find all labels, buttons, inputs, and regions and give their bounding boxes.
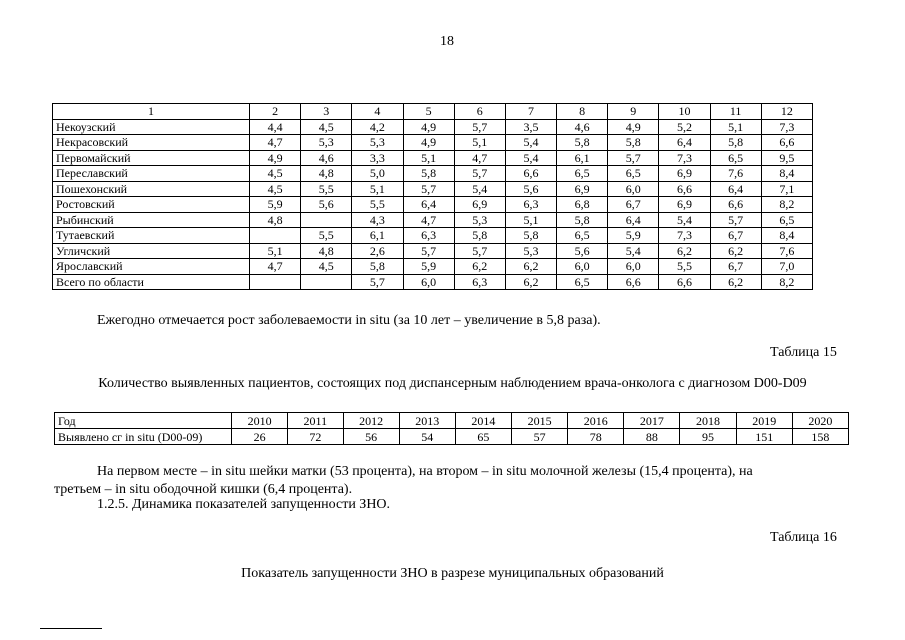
- value-cell: 4,7: [454, 150, 505, 166]
- value-cell: 5,7: [454, 119, 505, 135]
- table-16-label: Таблица 16: [770, 530, 837, 545]
- value-cell: 4,9: [608, 119, 659, 135]
- value-cell: 6,5: [557, 274, 608, 290]
- value-cell: 6,3: [403, 228, 454, 244]
- value-cell: 4,7: [403, 212, 454, 228]
- table-row: [53, 243, 813, 259]
- value-cell: 5,2: [659, 119, 710, 135]
- value-cell: 9,5: [761, 150, 812, 166]
- value-cell: 3,5: [505, 119, 556, 135]
- value-cell: 4,9: [403, 119, 454, 135]
- value-cell: 6,4: [608, 212, 659, 228]
- row-label-cell: Некоузский: [53, 119, 250, 135]
- value-cell: 6,6: [659, 181, 710, 197]
- value-cell: 6,4: [710, 181, 761, 197]
- table-row: [55, 429, 849, 445]
- value-cell: 78: [568, 429, 624, 445]
- table-row: [53, 228, 813, 244]
- value-cell: 7,1: [761, 181, 812, 197]
- table-15-label: Таблица 15: [770, 345, 837, 360]
- value-cell: 5,1: [352, 181, 403, 197]
- value-cell: 5,4: [505, 135, 556, 151]
- row-label-cell: Всего по области: [53, 274, 250, 290]
- value-cell: 4,9: [250, 150, 301, 166]
- value-cell: 72: [288, 429, 343, 445]
- value-cell: 6,7: [710, 228, 761, 244]
- value-cell: 6,1: [557, 150, 608, 166]
- value-cell: 151: [736, 429, 792, 445]
- value-cell: 2017: [624, 413, 680, 429]
- value-cell: 4,5: [301, 259, 352, 275]
- value-cell: 7,0: [761, 259, 812, 275]
- value-cell: 7,6: [761, 243, 812, 259]
- value-cell: 6,6: [505, 166, 556, 182]
- value-cell: 4,7: [250, 259, 301, 275]
- value-cell: 5,6: [505, 181, 556, 197]
- value-cell: 6,3: [454, 274, 505, 290]
- value-cell: 8: [557, 104, 608, 120]
- table-16-title: Показатель запущенности ЗНО в разрезе муниципальных образований: [241, 566, 664, 581]
- row-label-cell: Пошехонский: [53, 181, 250, 197]
- value-cell: 2010: [232, 413, 288, 429]
- value-cell: 6,2: [505, 274, 556, 290]
- value-cell: 5,7: [454, 166, 505, 182]
- value-cell: 5,6: [557, 243, 608, 259]
- value-cell: [250, 228, 301, 244]
- table-header-row: [55, 413, 849, 429]
- value-cell: 6,9: [454, 197, 505, 213]
- value-cell: 4,8: [250, 212, 301, 228]
- value-cell: 5,3: [301, 135, 352, 151]
- value-cell: 5,4: [454, 181, 505, 197]
- value-cell: 12: [761, 104, 812, 120]
- value-cell: 5,8: [352, 259, 403, 275]
- row-label-cell: Ростовский: [53, 197, 250, 213]
- value-cell: 6,7: [710, 259, 761, 275]
- value-cell: 6,0: [608, 259, 659, 275]
- value-cell: 2: [250, 104, 301, 120]
- value-cell: 5: [403, 104, 454, 120]
- value-cell: 6,1: [352, 228, 403, 244]
- value-cell: 6,2: [710, 274, 761, 290]
- value-cell: 5,1: [710, 119, 761, 135]
- value-cell: 4,4: [250, 119, 301, 135]
- value-cell: 6,4: [403, 197, 454, 213]
- table-row: [53, 181, 813, 197]
- value-cell: [250, 274, 301, 290]
- section-heading-1-2-5: 1.2.5. Динамика показателей запущенности ЗНО.: [97, 497, 391, 512]
- value-cell: 6,5: [557, 166, 608, 182]
- value-cell: 2011: [288, 413, 343, 429]
- value-cell: 5,8: [710, 135, 761, 151]
- value-cell: 5,8: [505, 228, 556, 244]
- table-row: [53, 150, 813, 166]
- value-cell: 6,2: [505, 259, 556, 275]
- row-label-cell: Выявлено сг in situ (D00-09): [55, 429, 232, 445]
- value-cell: 2,6: [352, 243, 403, 259]
- value-cell: 7,6: [710, 166, 761, 182]
- table-row: [53, 274, 813, 290]
- row-label-cell: Угличский: [53, 243, 250, 259]
- value-cell: 11: [710, 104, 761, 120]
- value-cell: 88: [624, 429, 680, 445]
- value-cell: 6,6: [608, 274, 659, 290]
- value-cell: 5,9: [250, 197, 301, 213]
- value-cell: 4,8: [301, 166, 352, 182]
- table-15-title: Количество выявленных пациентов, состоящих под диспансерным наблюдением врача-онколога с диагнозом D00-D09: [98, 376, 807, 391]
- value-cell: 5,1: [505, 212, 556, 228]
- value-cell: 6,6: [659, 274, 710, 290]
- paragraph-ranking-line1: На первом месте – in situ шейки матки (53 процента), на втором – in situ молочной железы (15,4 процента), на: [97, 464, 753, 479]
- value-cell: 2013: [399, 413, 455, 429]
- value-cell: 6: [454, 104, 505, 120]
- value-cell: 6,0: [608, 181, 659, 197]
- row-label-cell: Переславский: [53, 166, 250, 182]
- value-cell: 4,2: [352, 119, 403, 135]
- value-cell: 5,7: [454, 243, 505, 259]
- value-cell: 2015: [511, 413, 567, 429]
- page-number: 18: [440, 34, 454, 49]
- value-cell: 5,1: [403, 150, 454, 166]
- value-cell: 95: [680, 429, 736, 445]
- value-cell: 2020: [792, 413, 848, 429]
- value-cell: 6,2: [659, 243, 710, 259]
- value-cell: 6,9: [659, 197, 710, 213]
- value-cell: 5,9: [608, 228, 659, 244]
- value-cell: 7: [505, 104, 556, 120]
- paragraph-ranking-line2: третьем – in situ ободочной кишки (6,4 процента).: [54, 482, 353, 497]
- value-cell: 4,7: [250, 135, 301, 151]
- row-label-cell: Первомайский: [53, 150, 250, 166]
- value-cell: 3,3: [352, 150, 403, 166]
- value-cell: 8,2: [761, 274, 812, 290]
- value-cell: 4,6: [301, 150, 352, 166]
- table-row: [53, 166, 813, 182]
- row-label-cell: 1: [53, 104, 250, 120]
- value-cell: 5,4: [505, 150, 556, 166]
- value-cell: 5,8: [608, 135, 659, 151]
- value-cell: 6,5: [761, 212, 812, 228]
- value-cell: 6,9: [557, 181, 608, 197]
- table-row: [53, 212, 813, 228]
- value-cell: 5,3: [505, 243, 556, 259]
- value-cell: 5,4: [659, 212, 710, 228]
- value-cell: 26: [232, 429, 288, 445]
- value-cell: 6,2: [710, 243, 761, 259]
- incidence-table: [52, 103, 813, 290]
- value-cell: 6,6: [761, 135, 812, 151]
- value-cell: 158: [792, 429, 848, 445]
- value-cell: 5,5: [301, 228, 352, 244]
- value-cell: 5,4: [608, 243, 659, 259]
- value-cell: 9: [608, 104, 659, 120]
- value-cell: 2012: [343, 413, 399, 429]
- value-cell: 57: [511, 429, 567, 445]
- value-cell: 7,3: [659, 150, 710, 166]
- value-cell: [301, 274, 352, 290]
- value-cell: 4,5: [250, 166, 301, 182]
- value-cell: 8,4: [761, 228, 812, 244]
- row-label-cell: Рыбинский: [53, 212, 250, 228]
- value-cell: 6,0: [557, 259, 608, 275]
- value-cell: 6,2: [454, 259, 505, 275]
- row-label-cell: Тутаевский: [53, 228, 250, 244]
- detected-patients-table: [54, 412, 849, 445]
- value-cell: 2014: [455, 413, 511, 429]
- value-cell: 6,0: [403, 274, 454, 290]
- value-cell: 10: [659, 104, 710, 120]
- value-cell: 5,8: [403, 166, 454, 182]
- value-cell: 5,6: [301, 197, 352, 213]
- row-label-cell: Некрасовский: [53, 135, 250, 151]
- value-cell: 5,5: [352, 197, 403, 213]
- value-cell: 5,1: [454, 135, 505, 151]
- value-cell: 4,8: [301, 243, 352, 259]
- value-cell: 6,9: [659, 166, 710, 182]
- row-label-cell: Год: [55, 413, 232, 429]
- value-cell: 8,2: [761, 197, 812, 213]
- table-row: [53, 197, 813, 213]
- value-cell: 5,1: [250, 243, 301, 259]
- value-cell: 54: [399, 429, 455, 445]
- value-cell: 4,6: [557, 119, 608, 135]
- footer-rule: [40, 628, 102, 629]
- value-cell: 5,7: [352, 274, 403, 290]
- value-cell: 5,7: [608, 150, 659, 166]
- value-cell: 5,8: [557, 212, 608, 228]
- value-cell: 7,3: [761, 119, 812, 135]
- value-cell: 4: [352, 104, 403, 120]
- value-cell: 7,3: [659, 228, 710, 244]
- value-cell: 5,7: [403, 181, 454, 197]
- value-cell: 5,0: [352, 166, 403, 182]
- value-cell: 6,5: [710, 150, 761, 166]
- value-cell: 8,4: [761, 166, 812, 182]
- value-cell: 6,4: [659, 135, 710, 151]
- value-cell: 6,7: [608, 197, 659, 213]
- value-cell: 5,9: [403, 259, 454, 275]
- table-row: [53, 119, 813, 135]
- value-cell: 5,7: [403, 243, 454, 259]
- value-cell: 6,5: [608, 166, 659, 182]
- value-cell: 4,5: [250, 181, 301, 197]
- table-row: [53, 135, 813, 151]
- value-cell: 2016: [568, 413, 624, 429]
- value-cell: 6,3: [505, 197, 556, 213]
- value-cell: 5,7: [710, 212, 761, 228]
- value-cell: [301, 212, 352, 228]
- value-cell: 2019: [736, 413, 792, 429]
- table-header-row: [53, 104, 813, 120]
- row-label-cell: Ярославский: [53, 259, 250, 275]
- value-cell: 56: [343, 429, 399, 445]
- value-cell: 3: [301, 104, 352, 120]
- value-cell: 2018: [680, 413, 736, 429]
- value-cell: 5,5: [659, 259, 710, 275]
- value-cell: 5,8: [454, 228, 505, 244]
- table-row: [53, 259, 813, 275]
- value-cell: 4,5: [301, 119, 352, 135]
- value-cell: 4,3: [352, 212, 403, 228]
- value-cell: 6,5: [557, 228, 608, 244]
- paragraph-growth: Ежегодно отмечается рост заболеваемости in situ (за 10 лет – увеличение в 5,8 раза).: [97, 313, 601, 328]
- value-cell: 4,9: [403, 135, 454, 151]
- value-cell: 6,8: [557, 197, 608, 213]
- value-cell: 6,6: [710, 197, 761, 213]
- value-cell: 5,5: [301, 181, 352, 197]
- value-cell: 65: [455, 429, 511, 445]
- value-cell: 5,3: [454, 212, 505, 228]
- value-cell: 5,3: [352, 135, 403, 151]
- value-cell: 5,8: [557, 135, 608, 151]
